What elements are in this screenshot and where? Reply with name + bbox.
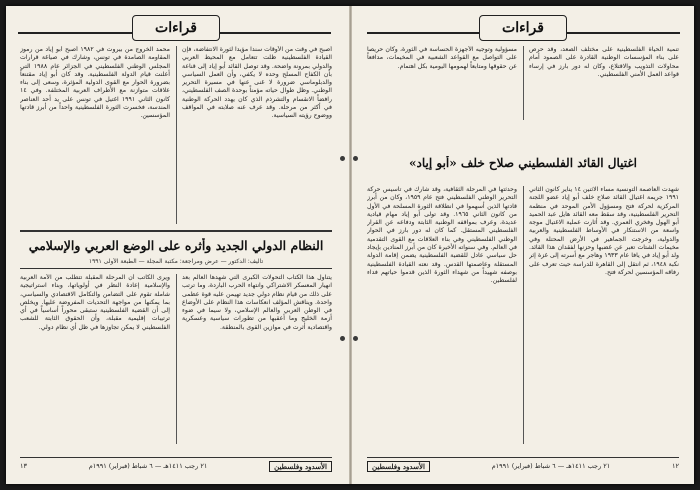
section-header: قراءات [132, 15, 220, 41]
column-divider [523, 186, 524, 444]
staple-hole [340, 336, 345, 341]
footer-date: ٢١ رجب ١٤١١هـ — ٦ شباط (فبراير) ١٩٩١م [491, 462, 611, 470]
book-review-headline: النظام الدولي الجديد وأثره على الوضع العربي والإسلامي [28, 238, 324, 253]
page-number: ١٣ [20, 462, 27, 470]
article-headline: اغتيال القائد الفلسطيني صلاح خلف «أبو إياد» [409, 156, 637, 170]
left-page [6, 6, 343, 484]
column-divider [176, 274, 177, 444]
page-footer [367, 460, 679, 472]
staple-hole [340, 156, 345, 161]
article-column-right: أصبح في وقت من الأوقات سنداً مؤيداً لثورة الانتفاضة، فإن القيادة الفلسطينية ظلت تتعامل مع المحيط العربي والدولي بمرونة واضحة. وقد توصل القائد أبو إياد إلى قناعة بأن الكفاح المسلح وحده لا يكفي، وأن العمل السياسي والدبلوماسي ضرورة لا غنى عنها في مسيرة التحرير الوطني. وظل طوال حياته مؤمناً بوحدة الصف الفلسطيني، رافضاً الانقسام والتشرذم الذي كان يهدد الحركة الوطنية في أكثر من مرحلة. وقد عرف عنه صلابته في المواقف ووضوح رؤيته السياسية. [182, 46, 332, 120]
staple-hole [353, 336, 358, 341]
page-number: ١٢ [672, 462, 679, 470]
footer-magazine-name: الأسدود وفلسطين [269, 461, 332, 472]
column-divider [176, 46, 177, 224]
footer-date: ٢١ رجب ١٤١١هـ — ٦ شباط (فبراير) ١٩٩١م [88, 462, 208, 470]
byline-rule [20, 268, 332, 269]
book-byline: تأليف: الدكتور — عرض ومراجعة: مكتبة المجلة — الطبعة الأولى ١٩٩١ [88, 258, 264, 265]
column-divider [523, 46, 524, 120]
article-column-left: وحدثتها في المرحلة الثقافية، وقد شارك في تأسيس حركة التحرير الوطني الفلسطيني فتح عام ١٩٥٩، وكان من أبرز قادتها الذين أسهموا في انطلاقة الثورة المسلحة في الأول من كانون الثاني ١٩٦٥. وقد تولى أبو إياد مهام قيادية عديدة، وعرف بمواقفه الوطنية الثابتة ودفاعه عن القرار الفلسطيني المستقل. كما كان له دور بارز في الحوار الوطني الفلسطيني وفي بناء العلاقات مع القوى التقدمية في العالم. وفي سنواته الأخيرة كان من أبرز المنادين بإيجاد حل سياسي عادل للقضية الفلسطينية يضمن إقامة الدولة المستقلة وعاصمتها القدس. وقد نعته القيادة الفلسطينية بوصفه شهيداً من شهداء الثورة الذين قدموا حياتهم فداء لفلسطين. [367, 186, 517, 285]
intro-column-right: تنمية الحياة الفلسطينية على مختلف الصعد، وقد حرص على بناء المؤسسات الوطنية القادرة على الصمود أمام محاولات التذويب والاقتلاع، وكان له دور بارز في إرساء قواعد العمل الأمني الفلسطيني. [529, 46, 679, 78]
intro-column-left: مسؤولية وتوجيه الأجهزة الحساسة في الثورة، وكان حريصاً على التواصل مع القواعد الشعبية في المخيمات، مدافعاً عن حقوقها ومتابعاً لهمومها اليومية بكل اهتمام. [367, 46, 517, 70]
binding-gutter [349, 6, 352, 484]
footer-rule [367, 457, 679, 458]
page-footer [20, 460, 332, 472]
review-column-left: ويرى الكاتب أن المرحلة المقبلة تتطلب من الأمة العربية والإسلامية إعادة النظر في أولوياتها، وبناء استراتيجية شاملة تقوم على التضامن والتكامل الاقتصادي والسياسي، بما يمكنها من مواجهة التحديات المفروضة عليها. ويخلص إلى أن القضية الفلسطينية ستبقى محوراً أساسياً في أي ترتيبات إقليمية مقبلة، وأن الحقوق الثابتة للشعب الفلسطيني لا يمكن تجاوزها في ظل أي نظام دولي. [20, 274, 170, 331]
article-column-left: محمد الخروج من بيروت في ١٩٨٢ أصبح أبو إياد من رموز المقاومة الصامدة في تونس، وشارك في صياغة قرارات المجلس الوطني الفلسطيني في الجزائر عام ١٩٨٨ التي أعلنت قيام الدولة الفلسطينية. وقد كان أبو إياد مقتنعاً بضرورة الحوار مع القوى الدولية المؤثرة، وسعى إلى بناء علاقات متوازنة مع الأطراف العربية المختلفة. وفي ١٤ كانون الثاني ١٩٩١ اغتيل في تونس على يد أحد العناصر المندسة، فخسرت الثورة الفلسطينية واحداً من أبرز قادتها المؤسسين. [20, 46, 170, 120]
section-divider [20, 230, 332, 232]
section-header: قراءات [479, 15, 567, 41]
article-column-right: شهدت العاصمة التونسية مساء الاثنين ١٤ يناير كانون الثاني ١٩٩١ جريمة اغتيال القائد صلاح خلف أبو إياد عضو اللجنة المركزية لحركة فتح ومسؤول الأمن الموحد في منظمة التحرير الفلسطينية، وقد سقط معه القائد هايل عبد الحميد أبو الهول وفخري العمري. وقد أثارت عملية الاغتيال موجة واسعة من الاستنكار في الأوساط الفلسطينية والعربية والدولية، وخرجت الجماهير في الأرض المحتلة وفي مخيمات الشتات تعبر عن غضبها وحزنها لفقدان هذا القائد. ولد أبو إياد في يافا عام ١٩٣٣ وهاجر مع أسرته إلى غزة إثر نكبة ١٩٤٨، ثم انتقل إلى القاهرة للدراسة حيث تعرف على رفاقه المؤسسين لحركة فتح. [529, 186, 679, 276]
review-column-right: يتناول هذا الكتاب التحولات الكبرى التي شهدها العالم بعد انهيار المعسكر الاشتراكي وانتهاء الحرب الباردة، وما ترتب على ذلك من قيام نظام دولي جديد تهيمن عليه قوة عظمى واحدة. ويناقش المؤلف انعكاسات هذا النظام على الأوضاع في الوطن العربي والعالم الإسلامي، ولا سيما في ضوء أزمة الخليج وما أعقبها من تطورات سياسية وعسكرية واقتصادية أثرت في موازين القوى بالمنطقة. [182, 274, 332, 331]
footer-rule [20, 457, 332, 458]
right-page [355, 6, 692, 484]
footer-magazine-name: الأسدود وفلسطين [367, 461, 430, 472]
staple-hole [353, 156, 358, 161]
magazine-spread [6, 6, 694, 484]
